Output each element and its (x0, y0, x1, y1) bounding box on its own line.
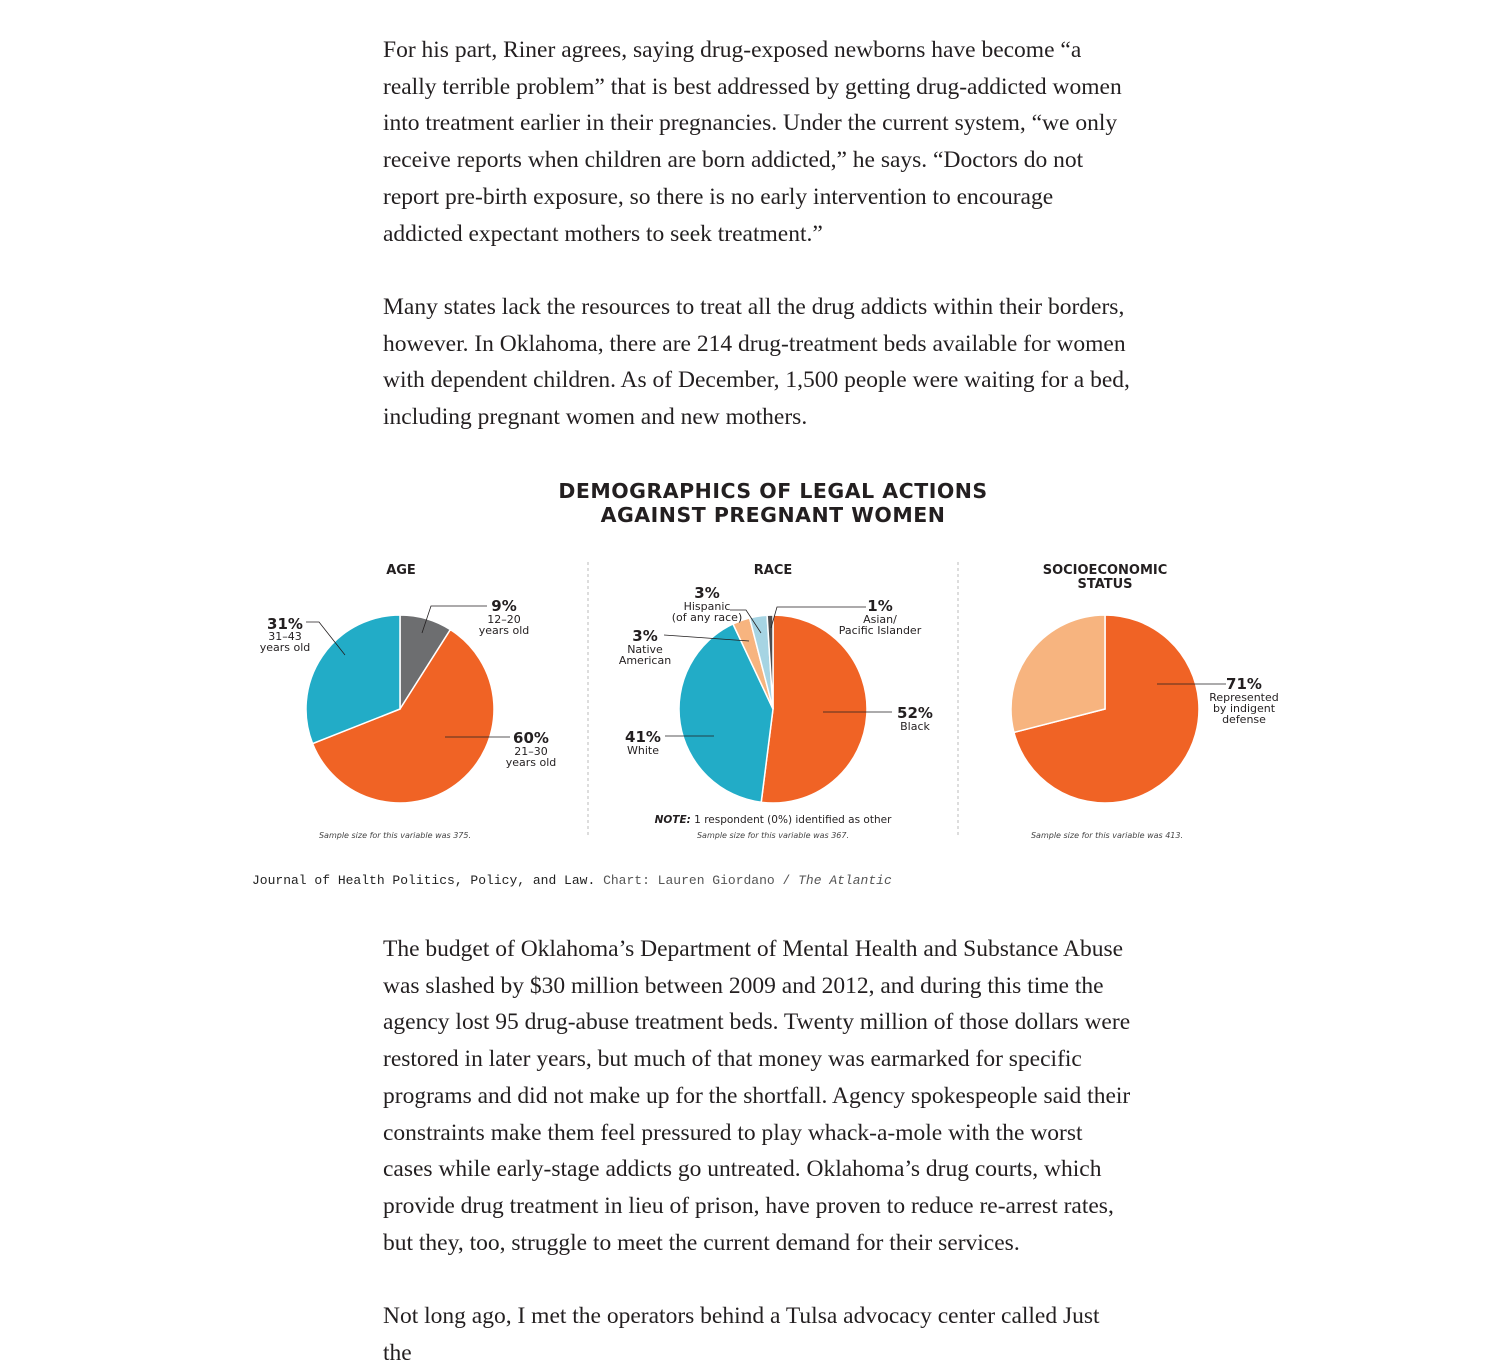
race-label-native-american (619, 627, 671, 667)
race-pie (679, 615, 867, 803)
age-label-9 (479, 597, 530, 637)
demographics-figure (240, 470, 1300, 850)
ses-71-line-2: by indigent (1212, 702, 1276, 715)
paragraph-4: Not long ago, I met the operators behind a Tulsa advocacy center called Just the (383, 1303, 1100, 1366)
ses-71-line-3: defense (1222, 713, 1266, 726)
figure-title-line-1: DEMOGRAPHICS OF LEGAL ACTIONS (558, 479, 988, 503)
race-chart-title: RACE (753, 563, 793, 578)
race-white-line-1: White (627, 744, 659, 757)
age-60-pct: 60% (513, 729, 549, 747)
race-asian-line-2: Pacific Islander (838, 624, 922, 637)
race-note (655, 814, 893, 826)
race-asian-pct: 1% (867, 597, 893, 615)
race-note-text: 1 respondent (0%) identified as other (694, 814, 892, 826)
caption-publication: The Atlantic (798, 873, 892, 888)
race-label-asian (839, 597, 922, 637)
age-60-line-2: years old (505, 756, 557, 769)
age-31-line-2: years old (259, 641, 311, 654)
ses-sample-size: Sample size for this variable was 413. (1030, 831, 1184, 840)
ses-label-71 (1209, 675, 1278, 726)
race-hispanic-line-1: Hispanic (683, 600, 731, 613)
paragraph-2: Many states lack the resources to treat all the drug addicts within their borders, however. In Oklahoma, there are 214 drug-treatment beds available for women with dependent children. As of December, 1,500 people were waiting for a bed, including pregnant women and new mothers. (383, 294, 1130, 431)
race-label-hispanic (672, 584, 742, 624)
age-9-line-2: years old (478, 624, 530, 637)
caption-credit: Chart: Lauren Giordano / (603, 873, 791, 888)
race-slice-0 (761, 615, 867, 803)
race-label-white (625, 728, 661, 757)
figure-title-line-2: AGAINST PREGNANT WOMEN (600, 503, 946, 527)
age-31-pct: 31% (267, 615, 303, 633)
race-sample-size: Sample size for this variable was 367. (696, 831, 850, 840)
age-31-line-1: 31–43 (268, 630, 302, 643)
race-native-line-1: Native (627, 643, 663, 656)
figure-caption (252, 873, 892, 888)
age-60-line-1: 21–30 (514, 745, 548, 758)
race-white-pct: 41% (625, 728, 661, 746)
age-label-60 (506, 729, 557, 769)
caption-source: Journal of Health Politics, Policy, and Law. (252, 873, 596, 888)
ses-71-line-1: Represented (1209, 691, 1279, 704)
ses-71-pct: 71% (1226, 675, 1262, 693)
age-label-31 (260, 615, 311, 654)
age-sample-size: Sample size for this variable was 375. (318, 831, 472, 840)
race-black-line-1: Black (900, 720, 930, 733)
race-hispanic-line-2: (of any race) (671, 611, 743, 624)
age-pie (306, 615, 494, 803)
ses-chart-title-line-2: STATUS (1077, 577, 1133, 592)
age-9-pct: 9% (491, 597, 517, 615)
paragraph-1: For his part, Riner agrees, saying drug-exposed newborns have become “a really terrible problem” that is best addressed by getting drug-addicted women into treatment earlier in their pregnancies. Under the current system, “we only receive reports when children are born addicted,” he says. “Doctors do not report pre-birth exposure, so there is no early intervention to encourage addicted expectant mothers to seek treatment.” (383, 37, 1122, 247)
ses-pie (1011, 615, 1199, 803)
race-native-line-2: American (618, 654, 672, 667)
ses-chart-title-line-1: SOCIOECONOMIC (1042, 563, 1168, 578)
race-label-black (897, 704, 933, 733)
race-note-bold: NOTE: (654, 814, 691, 826)
age-9-line-1: 12–20 (487, 613, 521, 626)
race-hispanic-pct: 3% (694, 584, 720, 602)
race-black-pct: 52% (897, 704, 933, 722)
paragraph-3: The budget of Oklahoma’s Department of Mental Health and Substance Abuse was slashed by $30 million between 2009 and 2012, and during this time the agency lost 95 drug-abuse treatment beds. Twenty million of those dollars were restored in later years, but much of that money was earmarked for specific programs and did not make up for the shortfall. Agency spokespeople said their constraints make them feel pressured to play whack-a-mole with the worst cases while early-stage addicts go untreated. Oklahoma’s drug courts, which provide drug treatment in lieu of prison, have proven to reduce re-arrest rates, but they, too, struggle to meet the current demand for their services. (383, 936, 1131, 1256)
age-chart-title: AGE (386, 563, 416, 578)
race-native-pct: 3% (632, 627, 658, 645)
race-asian-line-1: Asian/ (863, 613, 897, 626)
